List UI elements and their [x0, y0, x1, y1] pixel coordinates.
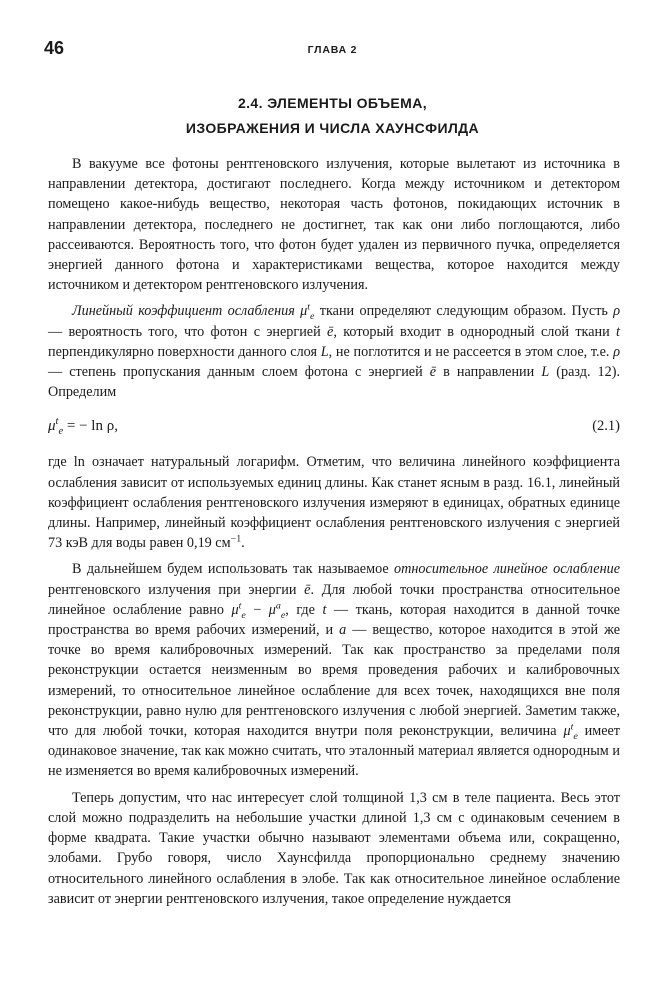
symbol-mu-sub: e: [573, 730, 578, 742]
paragraph-3: [48, 452, 620, 553]
text-run: перпендикулярно поверхности данного слоя: [48, 343, 321, 360]
section-title-line-2: ИЗОБРАЖЕНИЯ И ЧИСЛА ХАУНСФИЛДА: [185, 120, 480, 136]
text-run: — вещество, которое находится в этой же точке во время калибровочных измерений. Так как пространство за пределами поля реконструкции остается неизменным во время проведения рабочих и калибровочных измерений, то относительное линейное ослабление для всех точек, находящихся вне поля реконструкции, равно нулю для рентгеновского излучения с любой энергией. Заметим также, что для любой точки, которая находится внутри поля реконструкции, величина: [48, 622, 621, 740]
symbol-a: a: [339, 622, 347, 639]
symbol-mu: μ: [231, 601, 239, 618]
section-title: [44, 91, 621, 141]
symbol-mu-sub: e: [280, 609, 286, 621]
symbol-mu: μ: [300, 303, 308, 320]
term-linear-attenuation: Линейный коэффициент ослабления: [72, 303, 295, 320]
text-run: рентгеновского излучения при энергии: [48, 581, 305, 598]
symbol-mu-sup: t: [55, 416, 59, 428]
symbol-rho: ρ: [613, 303, 621, 320]
text-run: В дальнейшем будем использовать так называемое: [72, 561, 395, 578]
symbol-mu-sup: t: [307, 301, 311, 313]
symbol-L: L: [541, 364, 550, 381]
symbol-t: t: [322, 601, 327, 618]
symbol-mu-sub: e: [310, 311, 315, 323]
text-run: — ткань, которая находится в данной точке пространства во время рабочих измерений, и: [48, 601, 620, 639]
symbol-L: L: [320, 343, 329, 360]
paragraph-4: [48, 559, 620, 781]
symbol-mu-sub: e: [58, 426, 64, 438]
section-title-line-1: 2.4. ЭЛЕМЕНТЫ ОБЪЕМА,: [237, 95, 428, 111]
text-run: в направлении: [436, 364, 542, 381]
equation-expression: [48, 416, 118, 436]
symbol-energy: ē: [327, 323, 334, 340]
paragraph-1: В вакууме все фотоны рентгеновского излучения, которые вылетают из источника в направлении детектора, достигают последнего. Когда между источником и детектором помещено какое-нибудь вещество, некоторая часть фотонов, покидающих источник в направлении детектора, последнего не достигнет, так как они либо поглощаются, либо рассеиваются. Вероятность того, что фотон будет удален из первичного пучка, определяется энергией данного фотона и характеристиками вещества, которое находится между источником и детектором рентгеновского излучения.: [48, 156, 620, 294]
paragraph-2: [48, 301, 620, 402]
text-run: , который входит в однородный слой ткани: [333, 323, 617, 340]
equation-rhs: = − ln ρ,: [63, 418, 118, 435]
text-run: — степень пропускания данным слоем фотона с энергией: [48, 364, 430, 381]
symbol-mu: μ: [563, 723, 571, 740]
body-text: [48, 154, 620, 915]
page-header: [44, 38, 621, 62]
unit-exponent: −1: [230, 533, 242, 545]
term-relative-attenuation: относительное линейное ослабление: [394, 561, 621, 578]
symbol-mu-sup: t: [570, 721, 574, 733]
symbol-mu: μ: [268, 601, 276, 618]
symbol-energy: ē: [304, 581, 311, 598]
text-run: — вероятность того, что фотон с энергией: [48, 323, 328, 340]
text-run: .: [241, 535, 245, 552]
text-run: имеет одинаковое значение, так как можно считать, что эталонный материал является однородным и не изменяется во время калибровочных измерений.: [48, 723, 620, 780]
equation-number: (2.1): [592, 418, 620, 435]
text-run: (разд. 12). Определим: [48, 364, 621, 401]
text-run: где ln означает натуральный логарифм. Отметим, что величина линейного коэффициента ослабления зависит от используемых единиц длины. Как станет ясным в разд. 16.1, линейный коэффициент ослабления рентгеновского излучения измеряют в единицах, обратных единице длины. Например, линейный коэффициент ослабления рентгеновского излучения с энергией 73 кэВ для воды равен 0,19 см: [48, 454, 620, 552]
text-run: , где: [285, 601, 323, 618]
symbol-mu: μ: [48, 418, 56, 435]
page-number: 46: [44, 38, 65, 58]
symbol-mu-sup: t: [238, 600, 242, 612]
paragraph-5: Теперь допустим, что нас интересует слой толщиной 1,3 см в теле пациента. Весь этот слой можно подразделить на небольшие участки длиной 1,3 см с одинаковым сечением в форме квадрата. Такие участки обычно называют элементами объема или, сокращенно, элобами. Грубо говоря, число Хаунсфилда пропорционально среднему значению относительного линейного ослабления в элобе. Так как относительное линейное ослабление зависит от энергии рентгеновского излучения, такое определение нуждается: [48, 789, 620, 907]
text-run: ткани определяют следующим образом. Пусть: [314, 303, 614, 320]
text-run: . Для любой точки пространства относительное линейное ослабление равно: [48, 581, 621, 618]
running-head: ГЛАВА 2: [307, 44, 358, 56]
operator-minus: −: [245, 601, 269, 618]
symbol-rho: ρ: [613, 343, 620, 360]
symbol-t: t: [616, 323, 620, 340]
symbol-energy: ē: [429, 364, 437, 381]
symbol-mu-sup: a: [275, 600, 281, 612]
equation-2-1: [48, 412, 620, 442]
text-run: , не поглотится и не рассеется в этом слое, т.е.: [328, 343, 614, 360]
symbol-mu-sub: e: [241, 609, 246, 621]
